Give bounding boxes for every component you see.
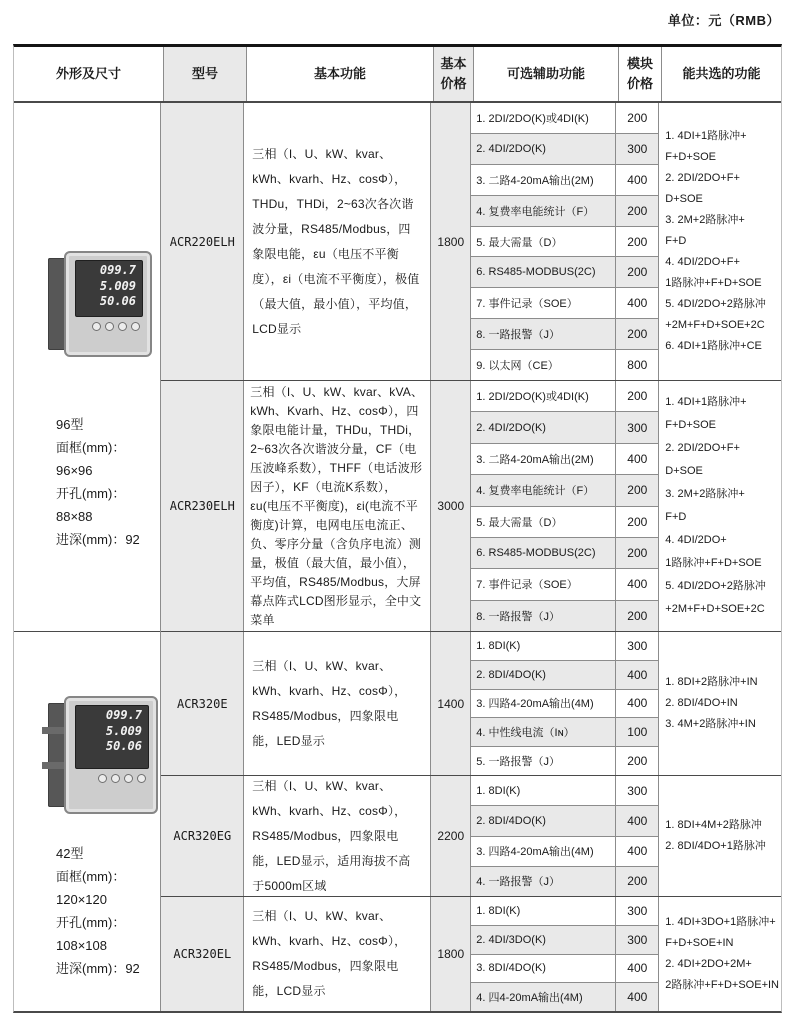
basic-functions-text: 三相（I、U、kW、kvar、kVA、kWh、Kvarh、Hz、cosΦ），四象限电能计量，THDu，THDi，2~63次各次谐波分量，CF（电压波峰系数），THFF（电话波形因子），KF（电流K系数），εu(电压不平衡度)，εi(电流不平衡度)计算，电网电压电流正、负、零序分量（含负序电流）测量，极值（最大值，最小值），平均值，RS485/Modbus，大屏幕点阵式LCD图形显示，全中文菜单 [250,384,424,627]
aux-price: 200 [615,475,658,505]
aux-row [471,537,658,568]
coselect-cell [659,103,781,380]
aux-row [471,660,658,689]
coselect-line: 3. 4M+2路脉冲+IN [665,718,756,730]
coselect-cell [659,632,781,775]
meter-button [98,774,107,783]
aux-label: 4. 复费率电能统计（F） [476,485,595,498]
dim-line: 进深(mm)：92 [56,532,140,547]
coselect-line: 5. 4DI/2DO+2路脉冲 [665,298,766,310]
coselect-line: 4. 4DI/2DO+F+ [665,256,740,268]
aux-label: 5. 一路报警（J） [476,756,561,769]
header-shape-label: 外形及尺寸 [55,66,121,81]
coselect-line: 5. 4DI/2DO+2路脉冲 [665,580,766,592]
coselect-line: F+D+SOE [665,151,717,163]
coselect-line: 6. 4DI+1路脉冲+CE [665,340,762,352]
aux-row [471,164,658,195]
header-module-price [619,47,662,101]
aux-row [471,506,658,537]
aux-price: 300 [615,134,658,164]
aux-row [471,776,658,805]
aux-functions-list [471,897,659,1011]
aux-row [471,256,658,287]
coselect-line: 1. 8DI+4M+2路脉冲 [665,819,762,831]
block-acr220elh [161,103,781,380]
dim-line: 开孔(mm)： [56,486,126,501]
model-cell: ACR320E [161,632,244,775]
aux-price: 400 [615,165,658,195]
header-basic-price-line1: 基本 [440,56,467,71]
meter-bezel [64,251,152,357]
aux-row [471,349,658,380]
model-cell: ACR320EG [161,776,244,896]
aux-row [471,600,658,631]
dim-line: 进深(mm)：92 [56,961,140,976]
aux-row [471,689,658,718]
basic-functions-cell [244,103,431,380]
meter-bezel [64,696,158,814]
aux-price: 200 [615,257,658,287]
aux-price: 300 [615,412,658,442]
aux-row [471,717,658,746]
coselect-line: 1. 8DI+2路脉冲+IN [665,676,758,688]
aux-price: 200 [615,601,658,631]
model-cell: ACR320EL [161,897,244,1011]
lcd-line: 099.7 [99,263,136,277]
aux-label: 2. 4DI/3DO(K) [476,933,546,946]
section-96 [14,103,160,631]
coselect-line: D+SOE [665,465,703,477]
meter-button [118,322,127,331]
coselect-line: 2. 2DI/2DO+F+ [665,172,740,184]
lcd-line: 5.009 [105,723,142,738]
type-label: 42型 [56,846,84,861]
coselect-cell [659,776,781,896]
meter-button [111,774,120,783]
meter-buttons [75,317,143,331]
aux-label: 1. 8DI(K) [476,904,521,917]
aux-price: 100 [615,718,658,746]
aux-label: 9. 以太网（CE） [476,360,559,373]
aux-label: 2. 4DI/2DO(K) [476,421,546,434]
coselect-line: 2路脉冲+F+D+SOE+IN [665,979,779,991]
coselect-line: 2. 2DI/2DO+F+ [665,442,740,454]
dim-line: 面框(mm)： [56,869,126,884]
block-acr320eg [161,775,781,896]
aux-row [471,866,658,896]
aux-label: 6. RS485-MODBUS(2C) [476,266,596,279]
aux-label: 3. 二路4-20mA输出(2M) [476,453,594,466]
aux-price: 300 [615,926,658,954]
aux-functions-list [471,776,659,896]
aux-price: 200 [615,103,658,133]
coselect-cell [659,381,781,631]
price-table [13,44,782,1013]
aux-label: 4. 中性线电流（Iɴ） [476,727,575,740]
block-acr320el [161,896,781,1011]
aux-row [471,954,658,983]
meter-42-image [48,696,158,814]
aux-price: 400 [615,661,658,689]
aux-label: 3. 二路4-20mA输出(2M) [476,174,594,187]
lcd-line: 099.7 [105,708,142,722]
unit-note: 单位：元（RMB） [667,13,780,28]
coselect-line: 1路脉冲+F+D+SOE [665,557,762,569]
aux-row [471,836,658,866]
meter-button [105,322,114,331]
model-blocks [161,103,781,1011]
aux-row [471,568,658,599]
aux-label: 3. 8DI/4DO(K) [476,962,546,975]
basic-functions-text: 三相（I、U、kW、kvar、kWh、kvarh、Hz、cosΦ），RS485/Modbus，四象限电能，LED显示 [252,658,407,748]
aux-row [471,287,658,318]
aux-price: 300 [615,776,658,805]
aux-label: 2. 8DI/4DO(K) [476,814,546,827]
aux-price: 200 [615,227,658,257]
basic-functions-cell [244,381,431,631]
block-acr230elh [161,380,781,631]
aux-label: 2. 4DI/2DO(K) [476,142,546,155]
basic-functions-text: 三相（I、U、kW、kvar、kWh、kvarh、Hz、cosΦ），RS485/Modbus，四象限电能，LED显示，适用海拔不高于5000m区域 [252,778,411,893]
aux-label: 4. 一路报警（J） [476,876,561,889]
coselect-line: 1. 4DI+1路脉冲+ [665,396,747,408]
coselect-line: F+D [665,235,687,247]
aux-row [471,805,658,835]
basic-price-cell: 1400 [431,632,471,775]
meter-button [137,774,146,783]
aux-label: 1. 2DI/2DO(K)或4DI(K) [476,112,589,125]
coselect-cell [659,897,781,1011]
header-basic-label: 基本功能 [313,66,366,81]
aux-row [471,226,658,257]
aux-price: 200 [615,319,658,349]
aux-functions-list [471,381,659,631]
dim-line: 面框(mm)： [56,440,126,455]
coselect-line: D+SOE [665,193,703,205]
basic-price-cell: 1800 [431,103,471,380]
aux-label: 3. 四路4-20mA输出(4M) [476,698,594,711]
header-module-price-line2: 价格 [626,76,653,91]
coselect-line: 2. 8DI/4DO+1路脉冲 [665,840,766,852]
meter-96-image [48,251,152,357]
dimensions-96 [14,413,160,551]
aux-label: 7. 事件记录（SOE） [476,298,578,311]
table-body [14,103,781,1011]
aux-label: 8. 一路报警（J） [476,329,561,342]
aux-row [471,411,658,442]
aux-label: 4. 复费率电能统计（F） [476,205,595,218]
dim-line: 88×88 [56,509,93,524]
coselect-line: +2M+F+D+SOE+2C [665,319,765,331]
aux-price: 200 [615,867,658,896]
aux-row [471,103,658,133]
aux-price: 200 [615,538,658,568]
header-coselect [662,47,781,101]
coselect-line: 4. 4DI/2DO+ [665,534,727,546]
aux-label: 7. 事件记录（SOE） [476,579,578,592]
coselect-line: 1. 4DI+1路脉冲+ [665,130,747,142]
basic-price-cell: 1800 [431,897,471,1011]
aux-row [471,982,658,1011]
dim-line: 120×120 [56,892,107,907]
header-module-price-line1: 模块 [626,56,653,71]
meter-button [131,322,140,331]
dim-line: 108×108 [56,938,107,953]
meter-buttons [75,769,149,783]
shape-dimensions-column [14,103,161,1011]
aux-label: 5. 最大需量（D） [476,516,563,529]
aux-price: 200 [615,196,658,226]
dim-line: 96×96 [56,463,93,478]
aux-price: 800 [615,350,658,380]
coselect-line: +2M+F+D+SOE+2C [665,603,765,615]
coselect-line: F+D [665,511,687,523]
coselect-line: 1. 4DI+3DO+1路脉冲+ [665,916,776,928]
aux-row [471,195,658,226]
basic-price-cell: 2200 [431,776,471,896]
aux-price: 200 [615,381,658,411]
aux-functions-list [471,103,659,380]
basic-functions-cell [244,897,431,1011]
aux-label: 6. RS485-MODBUS(2C) [476,547,596,560]
aux-price: 300 [615,632,658,660]
model-cell: ACR230ELH [161,381,244,631]
aux-price: 400 [615,983,658,1011]
aux-label: 3. 四路4-20mA输出(4M) [476,846,594,859]
dim-line: 开孔(mm)： [56,915,126,930]
header-coselect-label: 能共选的功能 [682,66,761,81]
table-header [14,47,781,103]
aux-functions-list [471,632,659,775]
basic-functions-cell [244,632,431,775]
model-cell: ACR220ELH [161,103,244,380]
lcd-line: 50.06 [99,294,136,309]
aux-price: 400 [615,690,658,718]
coselect-line: 2. 8DI/4DO+IN [665,697,738,709]
aux-label: 2. 8DI/4DO(K) [476,668,546,681]
aux-price: 400 [615,806,658,835]
aux-label: 1. 2DI/2DO(K)或4DI(K) [476,391,589,404]
meter-lcd-screen [75,260,143,317]
basic-functions-text: 三相（I、U、kW、kvar、kWh、kvarh、Hz、cosΦ），THDu，THDi，2~63次各次谐波分量，RS485/Modbus，四象限电能，εu（电压不平衡度），εi（电流不平衡度），极值（最大值，最小值），平均值，LCD显示 [252,146,420,336]
header-model [164,47,247,101]
aux-label: 5. 最大需量（D） [476,236,563,249]
aux-row [471,897,658,925]
aux-price: 400 [615,837,658,866]
meter-lcd-screen [75,705,149,769]
header-aux-label: 可选辅助功能 [506,66,585,81]
aux-price: 400 [615,288,658,318]
aux-price: 200 [615,507,658,537]
aux-price: 300 [615,897,658,925]
aux-row [471,133,658,164]
meter-button [124,774,133,783]
lcd-line: 5.009 [99,278,136,293]
aux-label: 8. 一路报警（J） [476,610,561,623]
header-model-label: 型号 [191,66,218,81]
basic-functions-cell [244,776,431,896]
aux-label: 1. 8DI(K) [476,784,521,797]
basic-price-cell: 3000 [431,381,471,631]
coselect-line: 3. 2M+2路脉冲+ [665,214,745,226]
section-42 [14,631,160,1011]
header-basic-price-line2: 价格 [440,76,467,91]
aux-price: 400 [615,955,658,983]
meter-button [92,322,101,331]
coselect-line: F+D+SOE [665,419,717,431]
aux-label: 1. 8DI(K) [476,639,521,652]
aux-row [471,632,658,660]
aux-row [471,381,658,411]
header-shape-dimensions [14,47,164,101]
aux-price: 400 [615,569,658,599]
header-basic-functions [247,47,434,101]
basic-functions-text: 三相（I、U、kW、kvar、kWh、kvarh、Hz、cosΦ），RS485/Modbus，四象限电能，LCD显示 [252,909,407,998]
block-acr320e [161,631,781,775]
aux-row [471,443,658,474]
aux-price: 200 [615,747,658,775]
type-label: 96型 [56,417,84,432]
aux-price: 400 [615,444,658,474]
dimensions-42 [14,842,160,980]
header-basic-price [434,47,474,101]
aux-row [471,746,658,775]
header-aux-functions [474,47,619,101]
coselect-line: 3. 2M+2路脉冲+ [665,488,745,500]
lcd-line: 50.06 [105,739,142,754]
aux-row [471,474,658,505]
coselect-line: F+D+SOE+IN [665,937,734,949]
coselect-line: 1路脉冲+F+D+SOE [665,277,762,289]
aux-row [471,318,658,349]
aux-row [471,925,658,954]
aux-label: 4. 四4-20mA输出(4M) [476,992,583,1005]
coselect-line: 2. 4DI+2DO+2M+ [665,958,752,970]
